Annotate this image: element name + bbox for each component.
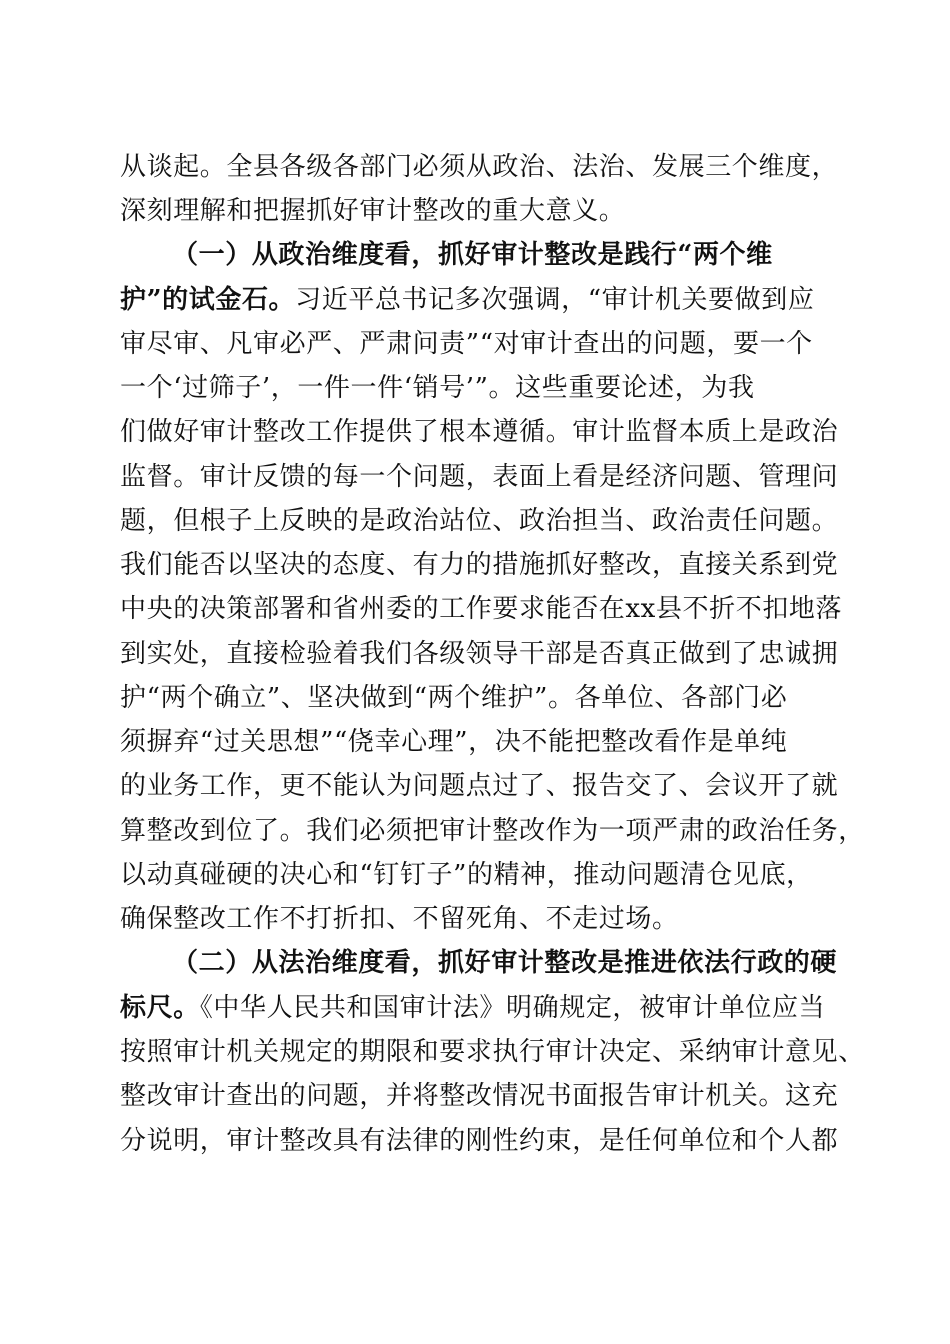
body-line: 须摒弃“过关思想”“侥幸心理”，决不能把整改看作是单纯 (120, 727, 788, 757)
body-line: 我们能否以坚决的态度、有力的措施抓好整改，直接关系到党 (120, 550, 839, 580)
body-line: 中央的决策部署和省州委的工作要求能否在xx县不折不扣地落 (120, 594, 843, 624)
body-line: 一个‘过筛子’，一件一件‘销号’”。这些重要论述，为我 (120, 373, 755, 403)
section-heading-1-end: 护”的试金石。 (120, 285, 296, 315)
body-line: 到实处，直接检验着我们各级领导干部是否真正做到了忠诚拥 (120, 639, 839, 669)
body-line: 以动真碰硬的决心和“钉钉子”的精神，推动问题清仓见底， (120, 860, 813, 890)
body-text: 习近平总书记多次强调，“审计机关要做到应 (295, 285, 815, 315)
body-line: 分说明，审计整改具有法律的刚性约束，是任何单位和个人都 (120, 1126, 839, 1156)
body-line: 按照审计机关规定的期限和要求执行审计决定、采纳审计意见、 (120, 1037, 865, 1067)
body-line: 算整改到位了。我们必须把审计整改作为一项严肃的政治任务， (120, 816, 865, 846)
section-heading-2: （二）从法治维度看，抓好审计整改是推进依法行政的硬 (172, 948, 838, 978)
body-text: 《中华人民共和国审计法》明确规定，被审计单位应当 (199, 993, 826, 1023)
section-heading-2-end: 标尺。 (120, 993, 200, 1023)
section-heading-1: （一）从政治维度看，抓好审计整改是践行“两个维 (172, 240, 773, 270)
body-line: 深刻理解和把握抓好审计整改的重大意义。 (120, 196, 626, 226)
section-heading-2-continuation (120, 991, 840, 1025)
body-line: 护“两个确立”、坚决做到“两个维护”。各单位、各部门必 (120, 683, 788, 713)
body-line: 审尽审、凡审必严、严肃问责”“对审计查出的问题，要一个 (120, 329, 813, 359)
body-line: 们做好审计整改工作提供了根本遵循。审计监督本质上是政治 (120, 417, 839, 447)
body-line: 的业务工作，更不能认为问题点过了、报告交了、会议开了就 (120, 771, 839, 801)
body-line: 整改审计查出的问题，并将整改情况书面报告审计机关。这充 (120, 1081, 839, 1111)
body-line: 从谈起。全县各级各部门必须从政治、法治、发展三个维度， (120, 152, 839, 182)
body-line: 监督。审计反馈的每一个问题，表面上看是经济问题、管理问 (120, 462, 839, 492)
section-heading-1-continuation (120, 283, 840, 317)
body-line: 确保整改工作不打折扣、不留死角、不走过场。 (120, 904, 679, 934)
body-line: 题，但根子上反映的是政治站位、政治担当、政治责任问题。 (120, 506, 839, 536)
